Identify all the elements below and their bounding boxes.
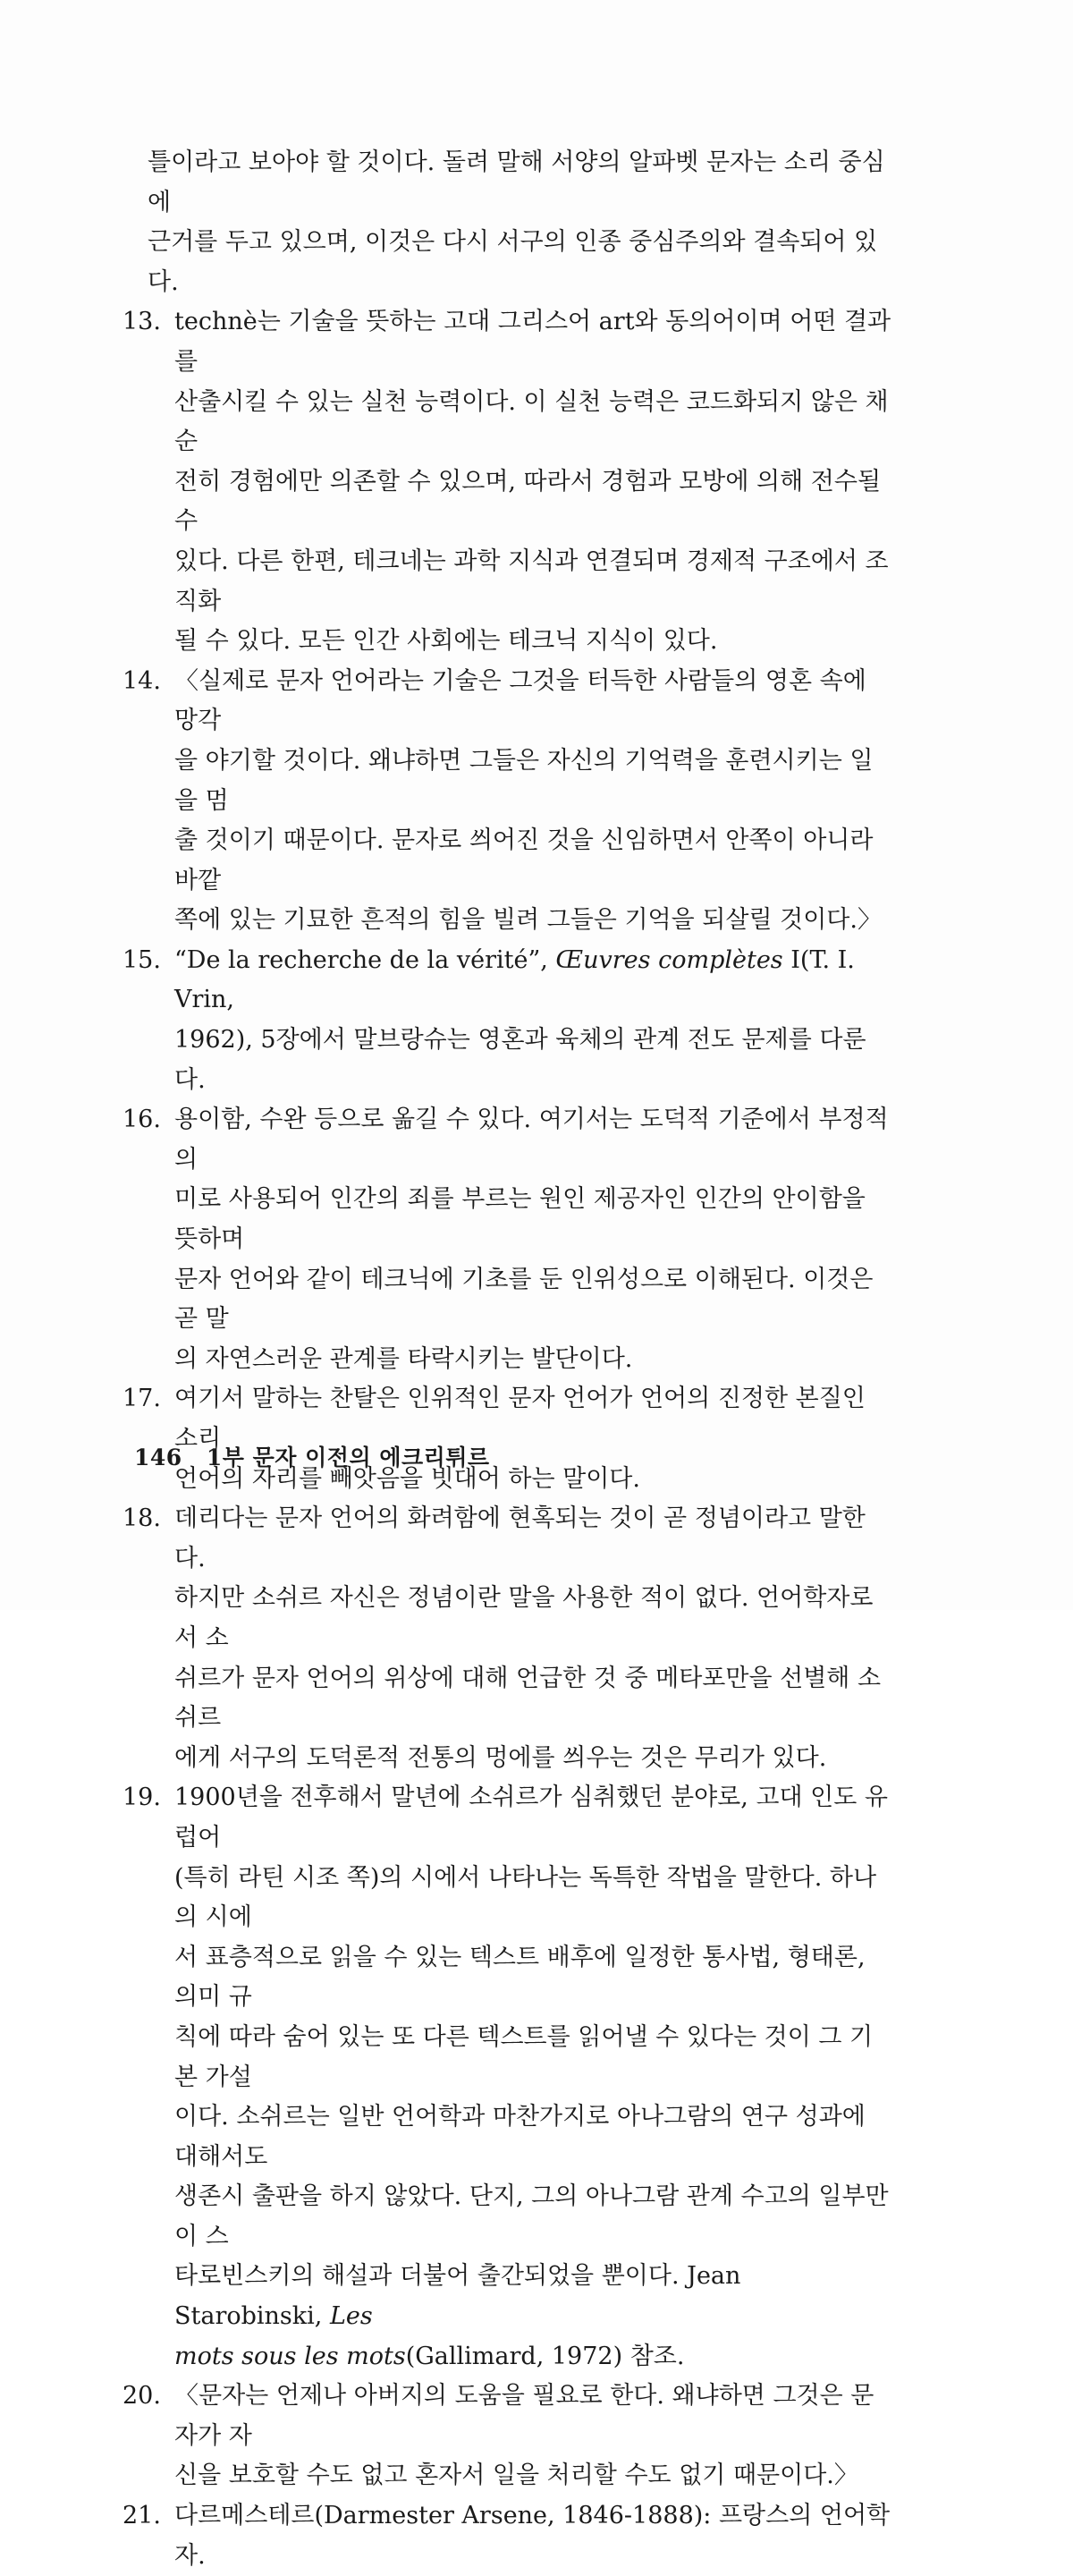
text-line — [174, 941, 894, 1021]
text-line: 하지만 소쉬르 자신은 정념이란 말을 사용한 적이 없다. 언어학자로서 소 — [174, 1584, 874, 1652]
text-line: 용이함, 수완 등으로 옮길 수 있다. 여기서는 도덕적 기준에서 부정적 의 — [174, 1106, 889, 1174]
endnote-21 — [123, 2496, 894, 2576]
endnote-20 — [123, 2377, 894, 2496]
citation-publisher: (Gallimard, 1972) 참조. — [405, 2342, 685, 2370]
text-line: 의 자연스러운 관계를 타락시키는 발단이다. — [174, 1344, 633, 1373]
text-line: 서 표층적으로 읽을 수 있는 텍스트 배후에 일정한 통사법, 형태론, 의미 규 — [174, 1943, 866, 2012]
text-line: 언어의 자리를 빼앗음을 빗대어 하는 말이다. — [174, 1464, 640, 1493]
text-segment: 타로빈스키의 해설과 더불어 출간되었을 뿐이다. Jean Starobinski, — [174, 2262, 741, 2331]
book-title-italic: Les — [329, 2302, 373, 2331]
endnote-16 — [123, 1100, 894, 1379]
endnote-18 — [123, 1499, 894, 1778]
note-number: 15. — [123, 945, 161, 974]
running-head: 1부 문자 이전의 에크리튀르 — [206, 1445, 490, 1470]
citation-title: “De la recherche de la vérité”, — [174, 945, 556, 974]
text-line: 을 야기할 것이다. 왜냐하면 그들은 자신의 기억력을 훈련시키는 일을 멈 — [174, 746, 874, 815]
text-line: technè는 기술을 뜻하는 고대 그리스어 art와 동의어이며 어떤 결과를 — [174, 308, 891, 376]
citation-volume: I(T. I. Vrin, — [174, 945, 855, 1014]
text-line: 쪽에 있는 기묘한 흔적의 힘을 빌려 그들은 기억을 되살릴 것이다.〉 — [174, 906, 882, 935]
text-line: 에게 서구의 도덕론적 전통의 멍에를 씌우는 것은 무리가 있다. — [174, 1743, 827, 1772]
page-number: 146 — [134, 1445, 182, 1470]
page-footer — [134, 1440, 490, 1472]
text-line: 다르메스테르(Darmester Arsene, 1846-1888): 프랑스의 언어학자. — [174, 2502, 891, 2570]
book-title-italic: Œuvres complètes — [555, 945, 783, 974]
endnote-19 — [123, 1778, 894, 2377]
endnote-13 — [123, 302, 894, 661]
note-number: 16. — [123, 1106, 161, 1134]
text-line: 문자 언어와 같이 테크닉에 기초를 둔 인위성으로 이해된다. 이것은 곧 말 — [174, 1265, 874, 1334]
text-line: 데리다는 문자 언어의 화려함에 현혹되는 것이 곧 정념이라고 말한다. — [174, 1504, 866, 1572]
note-number: 18. — [123, 1504, 161, 1533]
text-line: 칙에 따라 숨어 있는 또 다른 텍스트를 읽어낼 수 있다는 것이 그 기본 가설 — [174, 2022, 874, 2091]
text-line — [174, 2257, 894, 2336]
endnote-14 — [123, 662, 894, 941]
continuation-paragraph — [148, 143, 894, 302]
text-line: 여기서 말하는 찬탈은 인위적인 문자 언어가 언어의 진정한 본질인 소리 — [174, 1385, 866, 1453]
note-number: 20. — [123, 2382, 161, 2411]
book-title-italic: mots sous les mots — [174, 2342, 406, 2370]
text-line: 출 것이기 때문이다. 문자로 씌어진 것을 신임하면서 안쪽이 아니라 바깥 — [174, 826, 874, 894]
text-line: 틀이라고 보아야 할 것이다. 돌려 말해 서양의 알파벳 문자는 소리 중심에 — [148, 148, 885, 216]
endnote-15 — [123, 941, 894, 1100]
endnotes-block — [123, 143, 894, 2576]
text-line: 〈실제로 문자 언어라는 기술은 그것을 터득한 사람들의 영혼 속에 망각 — [174, 666, 866, 735]
note-number: 21. — [123, 2502, 161, 2530]
text-line: (특히 라틴 시조 쪽)의 시에서 나타나는 독특한 작법을 말한다. 하나의 시에 — [174, 1863, 877, 1932]
text-line: 〈문자는 언제나 아버지의 도움을 필요로 한다. 왜냐하면 그것은 문자가 자 — [174, 2382, 874, 2450]
note-number: 19. — [123, 1784, 161, 1812]
text-line: 근거를 두고 있으며, 이것은 다시 서구의 인종 중심주의와 결속되어 있다. — [148, 228, 878, 296]
note-number: 13. — [123, 308, 161, 336]
text-line: 미로 사용되어 인간의 죄를 부르는 원인 제공자인 인간의 안이함을 뜻하며 — [174, 1185, 866, 1254]
text-line: 생존시 출판을 하지 않았다. 단지, 그의 아나그람 관계 수고의 일부만이 스 — [174, 2182, 889, 2250]
text-line: 신을 보호할 수도 없고 혼자서 일을 처리할 수도 없기 때문이다.〉 — [174, 2462, 858, 2490]
text-line: 1900년을 전후해서 말년에 소쉬르가 심취했던 분야로, 고대 인도 유럽어 — [174, 1784, 889, 1852]
text-line: 있다. 다른 한편, 테크네는 과학 지식과 연결되며 경제적 구조에서 조직화 — [174, 547, 889, 615]
text-line: 1962), 5장에서 말브랑슈는 영혼과 육체의 관계 전도 문제를 다룬다. — [174, 1026, 866, 1094]
text-line: 쉬르가 문자 언어의 위상에 대해 언급한 것 중 메타포만을 선별해 소쉬르 — [174, 1664, 882, 1733]
text-line: 산출시킬 수 있는 실천 능력이다. 이 실천 능력은 코드화되지 않은 채 순 — [174, 387, 889, 456]
text-line — [174, 2337, 894, 2377]
text-line: 이다. 소쉬르는 일반 언어학과 마찬가지로 아나그람의 연구 성과에 대해서도 — [174, 2103, 866, 2171]
text-line: 전히 경험에만 의존할 수 있으며, 따라서 경험과 모방에 의해 전수될 수 — [174, 467, 882, 536]
note-number: 14. — [123, 666, 161, 695]
text-line: 될 수 있다. 모든 인간 사회에는 테크닉 지식이 있다. — [174, 627, 718, 656]
note-number: 17. — [123, 1385, 161, 1413]
